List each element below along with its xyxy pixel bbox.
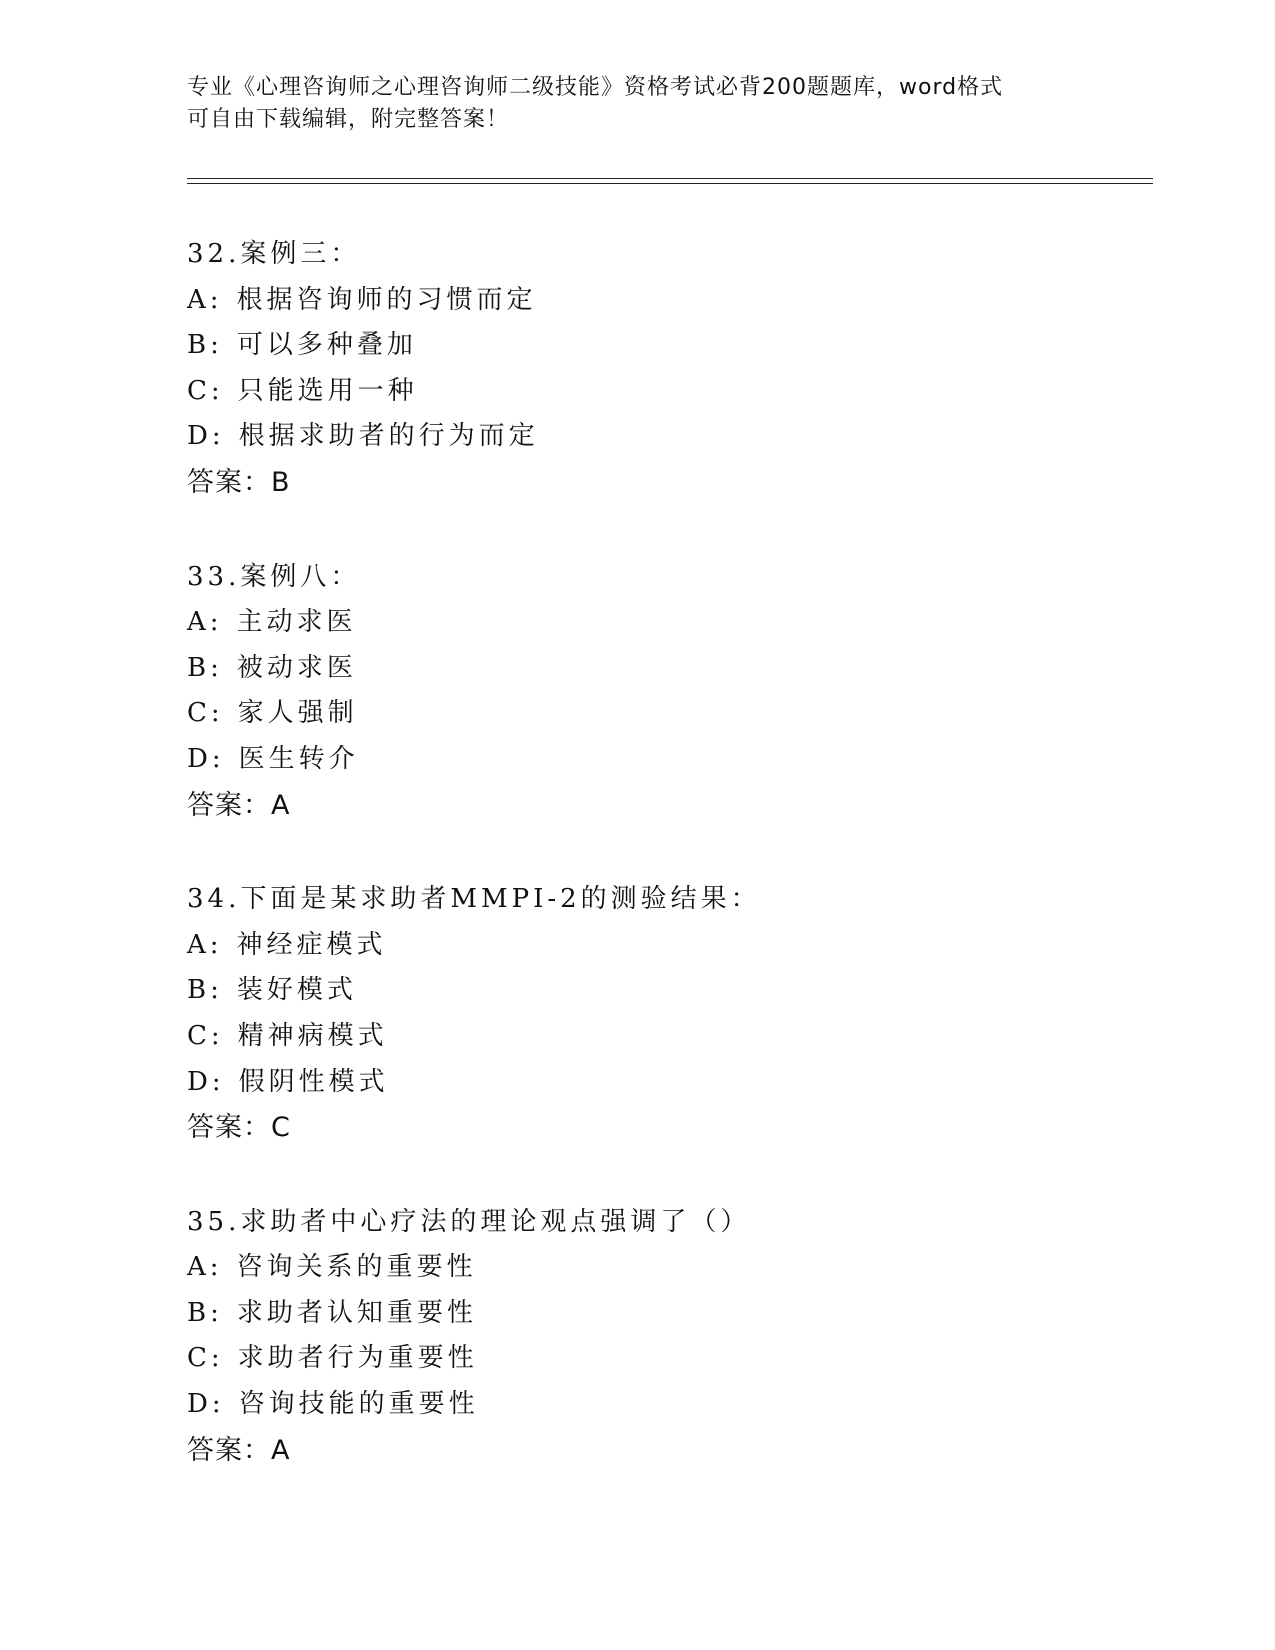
option-b (187, 1291, 1147, 1337)
option-text: 咨询技能的重要性 (238, 1389, 479, 1420)
option-letter: A: (187, 1252, 223, 1283)
option-text: 根据咨询师的习惯而定 (236, 284, 537, 315)
question-33 (187, 555, 1147, 829)
option-c (187, 369, 1147, 415)
option-a (187, 1245, 1147, 1291)
option-letter: B: (187, 330, 223, 361)
option-d (187, 737, 1147, 783)
option-text: 被动求医 (236, 652, 357, 683)
question-stem: 32.案例三： (187, 239, 361, 269)
option-letter: A: (187, 284, 223, 315)
option-text: 家人强制 (237, 698, 358, 729)
option-b (187, 968, 1147, 1014)
option-letter: C: (187, 1020, 224, 1051)
option-text: 精神病模式 (237, 1020, 388, 1051)
header-title-line-1: 专业《心理咨询师之心理咨询师二级技能》资格考试必背200题题库，word格式 (187, 75, 1004, 100)
answer-key: 答案：C (187, 1112, 291, 1144)
option-text: 神经症模式 (236, 929, 387, 960)
option-b (187, 323, 1147, 369)
option-c (187, 1336, 1147, 1382)
question-list (187, 232, 1147, 1522)
document-header (187, 72, 1087, 136)
option-a (187, 923, 1147, 969)
option-letter: D: (187, 1066, 225, 1097)
header-divider-top (187, 178, 1153, 179)
option-text: 咨询关系的重要性 (236, 1252, 477, 1283)
header-title-line-2: 可自由下载编辑，附完整答案！ (187, 107, 510, 132)
option-a (187, 278, 1147, 324)
option-text: 求助者行为重要性 (237, 1343, 478, 1374)
option-d (187, 1060, 1147, 1106)
option-letter: C: (187, 1343, 224, 1374)
option-text: 求助者认知重要性 (236, 1297, 477, 1328)
option-letter: B: (187, 652, 223, 683)
question-stem: 34.下面是某求助者MMPI-2的测验结果： (187, 884, 761, 915)
header-divider-bottom (187, 183, 1153, 184)
option-text: 可以多种叠加 (236, 330, 417, 361)
option-letter: C: (187, 698, 224, 729)
option-letter: D: (187, 743, 225, 774)
option-d (187, 1382, 1147, 1428)
option-letter: B: (187, 975, 223, 1006)
option-b (187, 646, 1147, 692)
option-text: 根据求助者的行为而定 (238, 421, 539, 452)
option-d (187, 414, 1147, 460)
option-text: 主动求医 (236, 607, 357, 638)
question-34 (187, 877, 1147, 1151)
option-letter: B: (187, 1297, 223, 1328)
option-text: 装好模式 (236, 975, 357, 1006)
question-stem: 33.案例八： (187, 561, 361, 592)
option-a (187, 600, 1147, 646)
answer-key: 答案：A (187, 1434, 291, 1466)
option-text: 只能选用一种 (237, 375, 418, 406)
question-35 (187, 1200, 1147, 1474)
option-letter: D: (187, 1389, 225, 1420)
question-stem: 35.求助者中心疗法的理论观点强调了（） (187, 1206, 751, 1237)
option-text: 医生转介 (238, 743, 359, 774)
option-text: 假阴性模式 (238, 1066, 389, 1097)
option-c (187, 1014, 1147, 1060)
question-32 (187, 232, 1147, 506)
answer-key: 答案：A (187, 789, 291, 821)
answer-key: 答案：B (187, 466, 291, 498)
option-letter: D: (187, 421, 225, 452)
option-letter: A: (187, 607, 223, 638)
option-letter: A: (187, 929, 223, 960)
option-c (187, 691, 1147, 737)
option-letter: C: (187, 375, 224, 406)
